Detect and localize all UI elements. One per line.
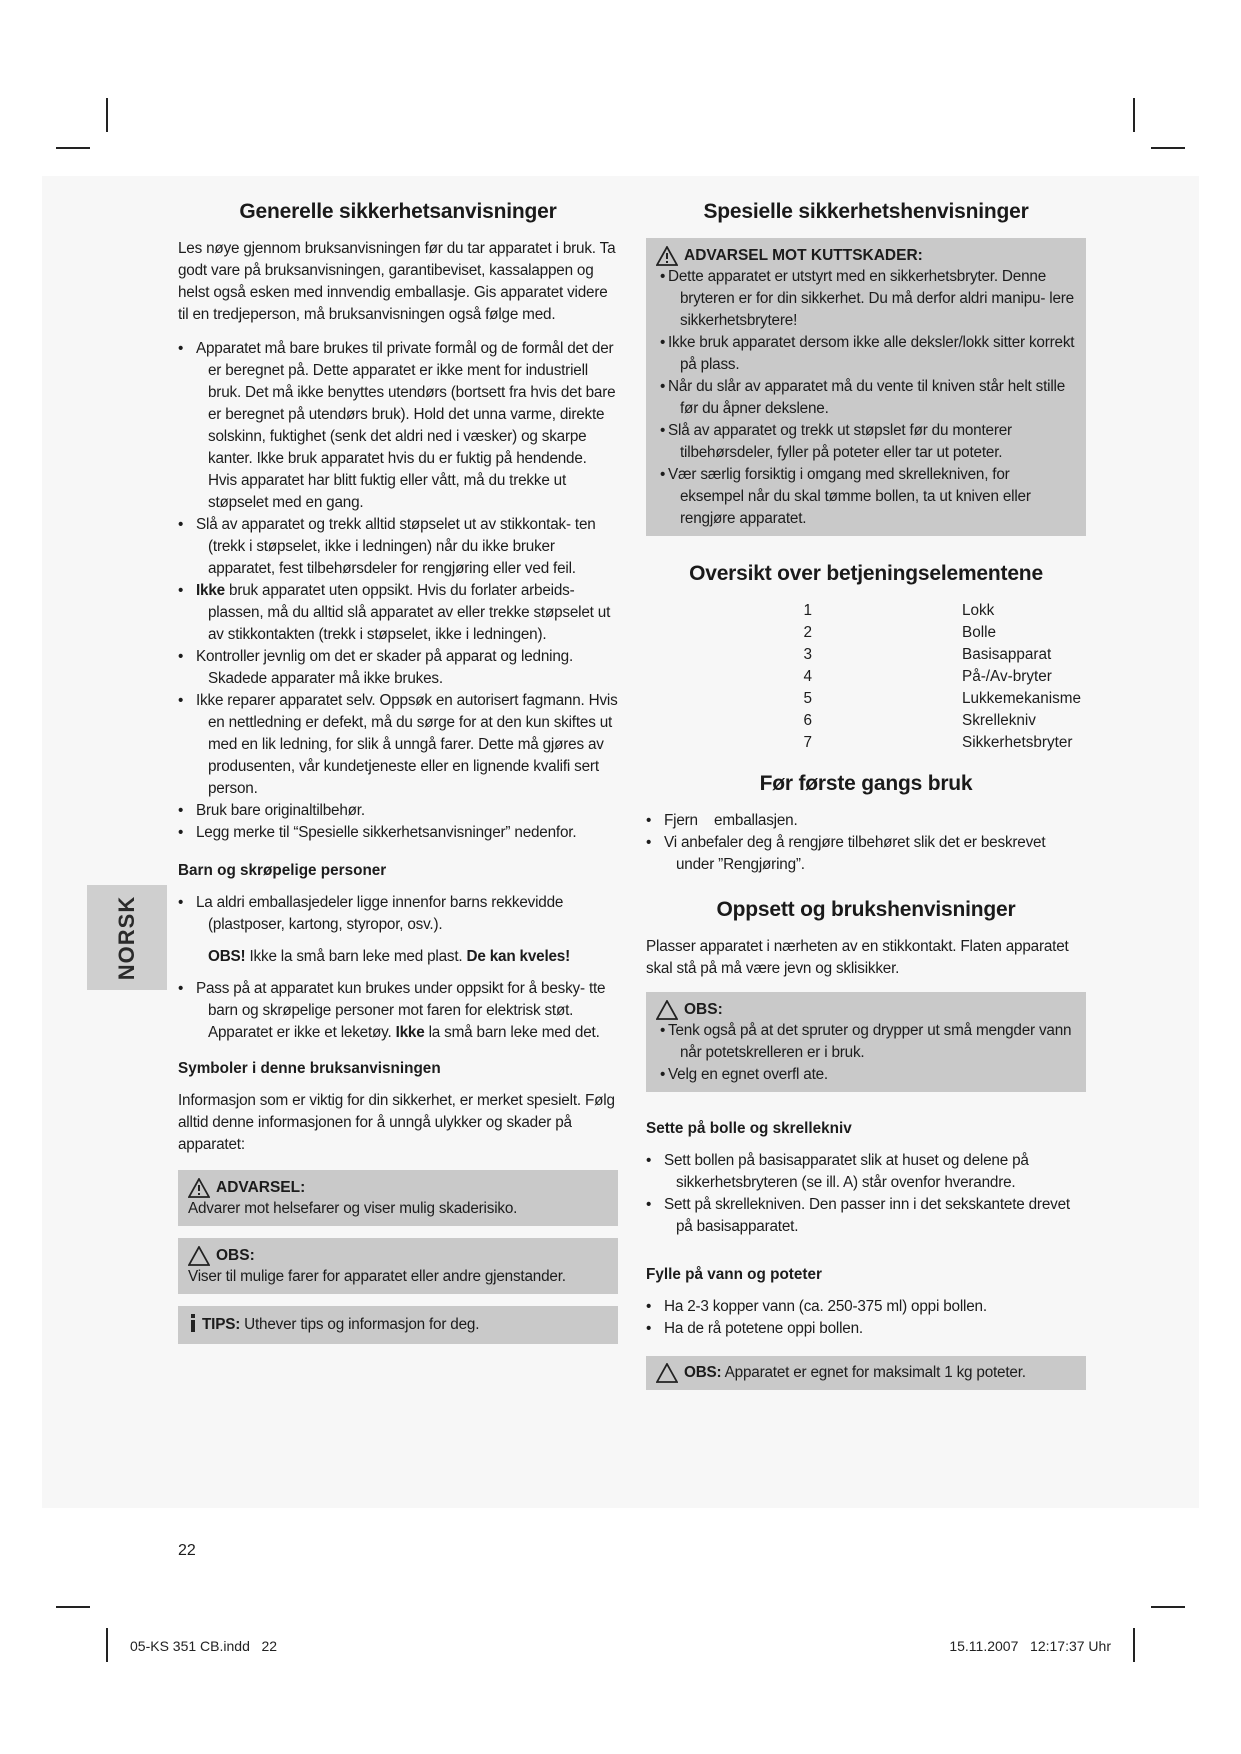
list-item	[178, 978, 618, 1044]
list-item: • Sett på skrellekniven. Den passer inn i det sekskantete drevet på basisapparatet.	[646, 1194, 1086, 1238]
setup-obs-title: OBS:	[684, 1001, 723, 1018]
crop-mark	[1133, 98, 1135, 132]
list-item: • Ha 2-3 kopper vann (ca. 250-375 ml) oppi bollen.	[646, 1296, 1086, 1318]
tips-title: TIPS:	[202, 1316, 241, 1333]
part-label: Lukkemekanisme	[962, 690, 1082, 707]
warning-heading	[188, 1178, 608, 1198]
crop-mark	[56, 1606, 90, 1608]
part-number: 6	[803, 712, 812, 729]
bold-text: Ikke	[395, 1024, 425, 1041]
warning-triangle-icon	[188, 1178, 210, 1198]
caution-triangle-icon	[656, 1363, 678, 1383]
list-item: • Tenk også på at det spruter og drypper ut små mengder vann når potetskrelleren er i bruk.	[656, 1020, 1076, 1064]
page-number: 22	[178, 1542, 196, 1559]
parts-row	[646, 622, 1086, 644]
list-item: • La aldri emballasjedeler ligge innenfor barns rekkevidde (plastposer, kartong, styropor, osv.).	[178, 892, 618, 936]
setup-obs-box	[646, 992, 1086, 1092]
list-item: • Ikke bruk apparatet dersom ikke alle deksler/lokk sitter korrekt på plass.	[656, 332, 1076, 376]
part-number: 1	[803, 602, 812, 619]
setup-text: Plasser apparatet i nærheten av en stikkontakt. Flaten apparatet skal stå på må være jevn og sklisikker.	[646, 938, 1069, 977]
symbols-heading: Symboler i denne bruksanvisningen	[178, 1060, 441, 1077]
right-column	[646, 200, 1086, 1390]
obs-emphasis: De kan kveles!	[466, 948, 571, 965]
part-number: 2	[803, 624, 812, 641]
list-item-text: Pass på at apparatet kun brukes under oppsikt for å besky- tte barn og skrøpelige personer mot faren for elektrisk støt. Apparatet er ikke et leketøy.	[196, 980, 606, 1041]
list-item: • Legg merke til “Spesielle sikkerhetsanvisninger” nedenfor.	[178, 822, 618, 844]
crop-mark	[106, 1628, 108, 1662]
caution-triangle-icon	[656, 1000, 678, 1020]
footer-timestamp: 15.11.2007 12:17:37 Uhr	[949, 1638, 1111, 1654]
part-label: Basisapparat	[962, 646, 1052, 663]
parts-row	[646, 666, 1086, 688]
list-item: • Slå av apparatet og trekk ut støpslet før du monterer tilbehørsdeler, fyller på poteter eller tar ut poteter.	[656, 420, 1076, 464]
obs-note	[178, 946, 618, 968]
cut-warning-list	[656, 266, 1076, 530]
list-item-text: la små barn leke med det.	[424, 1024, 600, 1041]
part-label: Lokk	[962, 602, 995, 619]
footer-file-info: 05-KS 351 CB.indd 22	[130, 1638, 278, 1654]
symbols-text: Informasjon som er viktig for din sikkerhet, er merket spesielt. Følg alltid denne informasjonen for å unngå ulykker og skader på apparatet:	[178, 1092, 615, 1153]
obs-box-text: Viser til mulige farer for apparatet eller andre gjenstander.	[188, 1268, 566, 1285]
bowl-heading: Sette på bolle og skrellekniv	[646, 1120, 852, 1137]
language-side-tab	[87, 885, 167, 990]
parts-row	[646, 732, 1086, 754]
part-label: Skrellekniv	[962, 712, 1036, 729]
crop-mark	[56, 147, 90, 149]
warning-title: ADVARSEL:	[216, 1179, 306, 1196]
parts-list	[646, 600, 1086, 754]
list-item: • Vær særlig forsiktig i omgang med skrellekniven, for eksempel når du skal tømme bollen, ta ut kniven eller rengjøre apparatet.	[656, 464, 1076, 530]
fill-heading: Fylle på vann og poteter	[646, 1266, 822, 1283]
obs-label: OBS!	[208, 948, 246, 965]
cut-warning-heading	[656, 246, 1076, 266]
crop-mark	[1151, 147, 1185, 149]
crop-mark	[1133, 1628, 1135, 1662]
part-number: 5	[803, 690, 812, 707]
children-list-2	[178, 978, 618, 1044]
list-item: • Fjern emballasjen.	[646, 810, 1086, 832]
list-item: • Ikke reparer apparatet selv. Oppsøk en autorisert fagmann. Hvis en nettledning er defekt, må du sørge for at den kun skiftes ut med en lik ledning, for slik å unngå farer. Dette må gjøres av produsenten, vår kundetjeneste eller en lignende kvalifi sert person.	[178, 690, 618, 800]
part-label: På-/Av-bryter	[962, 668, 1052, 685]
tips-symbol-box	[178, 1306, 618, 1344]
setup-obs-list	[656, 1020, 1076, 1086]
left-column	[178, 200, 618, 1344]
parts-row	[646, 644, 1086, 666]
final-obs-box	[646, 1356, 1086, 1390]
tips-line	[188, 1314, 608, 1336]
bold-text: Ikke	[196, 582, 225, 599]
part-number: 3	[803, 646, 812, 663]
children-list	[178, 892, 618, 936]
list-item-text: bruk apparatet uten oppsikt. Hvis du forlater arbeids- plassen, må du alltid slå apparatet av eller trekke støpselet ut av stikkontakten (trekk i støpselet, ikke i ledningen).	[208, 582, 611, 643]
parts-row	[646, 600, 1086, 622]
fill-list	[646, 1296, 1086, 1340]
language-label: NORSK	[114, 895, 139, 980]
list-item: • Apparatet må bare brukes til private formål og de formål det der er beregnet på. Dette apparatet er ikke ment for industriell bruk. Det må ikke benyttes utendørs (bortsett fra hvis det bare er beregnet på utendørs bruk). Hold det unna varme, direkte solskinn, fuktighet (senk det aldri ned i væsker) og skarpe kanter. Ikke bruk apparatet hvis du er fuktig på hendende. Hvis apparatet har blitt fuktig eller vått, må du trekke ut støpselet med en gang.	[178, 338, 618, 514]
setup-obs-heading	[656, 1000, 1076, 1020]
special-safety-title: Spesielle sikkerhetshenvisninger	[703, 200, 1029, 223]
cut-warning-box	[646, 238, 1086, 536]
part-label: Sikkerhetsbryter	[962, 734, 1073, 751]
list-item: • Bruk bare originaltilbehør.	[178, 800, 618, 822]
caution-triangle-icon	[188, 1246, 210, 1266]
list-item: • Vi anbefaler deg å rengjøre tilbehøret slik det er beskrevet under ”Rengjøring”.	[646, 832, 1086, 876]
final-obs-title: OBS:	[684, 1364, 722, 1381]
obs-text: Ikke la små barn leke med plast.	[245, 948, 467, 965]
cut-warning-title: ADVARSEL MOT KUTTSKADER:	[684, 247, 923, 264]
obs-title: OBS:	[216, 1247, 255, 1264]
list-item: • Dette apparatet er utstyrt med en sikkerhetsbryter. Denne bryteren er for din sikkerhet. Du må derfor aldri manipu- lere sikkerhetsbrytere!	[656, 266, 1076, 332]
info-icon	[188, 1314, 198, 1332]
bowl-list	[646, 1150, 1086, 1238]
general-safety-title: Generelle sikkerhetsanvisninger	[239, 200, 557, 223]
setup-title: Oppsett og brukshenvisninger	[716, 898, 1016, 921]
children-heading: Barn og skrøpelige personer	[178, 862, 387, 879]
final-obs-text: Apparatet er egnet for maksimalt 1 kg poteter.	[721, 1364, 1026, 1381]
warning-text: Advarer mot helsefarer og viser mulig skaderisiko.	[188, 1200, 518, 1217]
list-item	[178, 580, 618, 646]
part-number: 7	[803, 734, 812, 751]
part-number: 4	[803, 668, 812, 685]
general-safety-list	[178, 338, 618, 844]
parts-row	[646, 688, 1086, 710]
parts-row	[646, 710, 1086, 732]
list-item: • Slå av apparatet og trekk alltid støpselet ut av stikkontak- ten (trekk i støpselet, ikke i ledningen) når du ikke bruker apparatet, fest tilbehørsdeler for rengjøring eller ved feil.	[178, 514, 618, 580]
final-obs-line	[656, 1362, 1076, 1384]
list-item: • Sett bollen på basisapparatet slik at huset og delene på sikkerhetsbryteren (se ill. A) står ovenfor hverandre.	[646, 1150, 1086, 1194]
tips-text: Uthever tips og informasjon for deg.	[240, 1316, 480, 1333]
part-label: Bolle	[962, 624, 997, 641]
first-use-title: Før første gangs bruk	[759, 772, 973, 795]
obs-heading	[188, 1246, 608, 1266]
overview-title: Oversikt over betjeningselementene	[689, 562, 1043, 585]
list-item: • Kontroller jevnlig om det er skader på apparat og ledning. Skadede apparater må ikke brukes.	[178, 646, 618, 690]
crop-mark	[106, 98, 108, 132]
obs-symbol-box	[178, 1238, 618, 1294]
warning-symbol-box	[178, 1170, 618, 1226]
first-use-list	[646, 810, 1086, 876]
list-item: • Når du slår av apparatet må du vente til kniven står helt stille før du åpner dekslene.	[656, 376, 1076, 420]
warning-triangle-icon	[656, 246, 678, 266]
list-item: • Ha de rå potetene oppi bollen.	[646, 1318, 1086, 1340]
crop-mark	[1151, 1606, 1185, 1608]
general-safety-intro: Les nøye gjennom bruksanvisningen før du tar apparatet i bruk. Ta godt vare på bruksanvisningen, garantibeviset, kassalappen og helst også esken med innvendig emballasje. Gis apparatet videre til en tredjeperson, må bruksanvisningen også følge med.	[178, 240, 616, 323]
final-obs-content	[684, 1362, 1026, 1384]
list-item: • Velg en egnet overfl ate.	[656, 1064, 1076, 1086]
